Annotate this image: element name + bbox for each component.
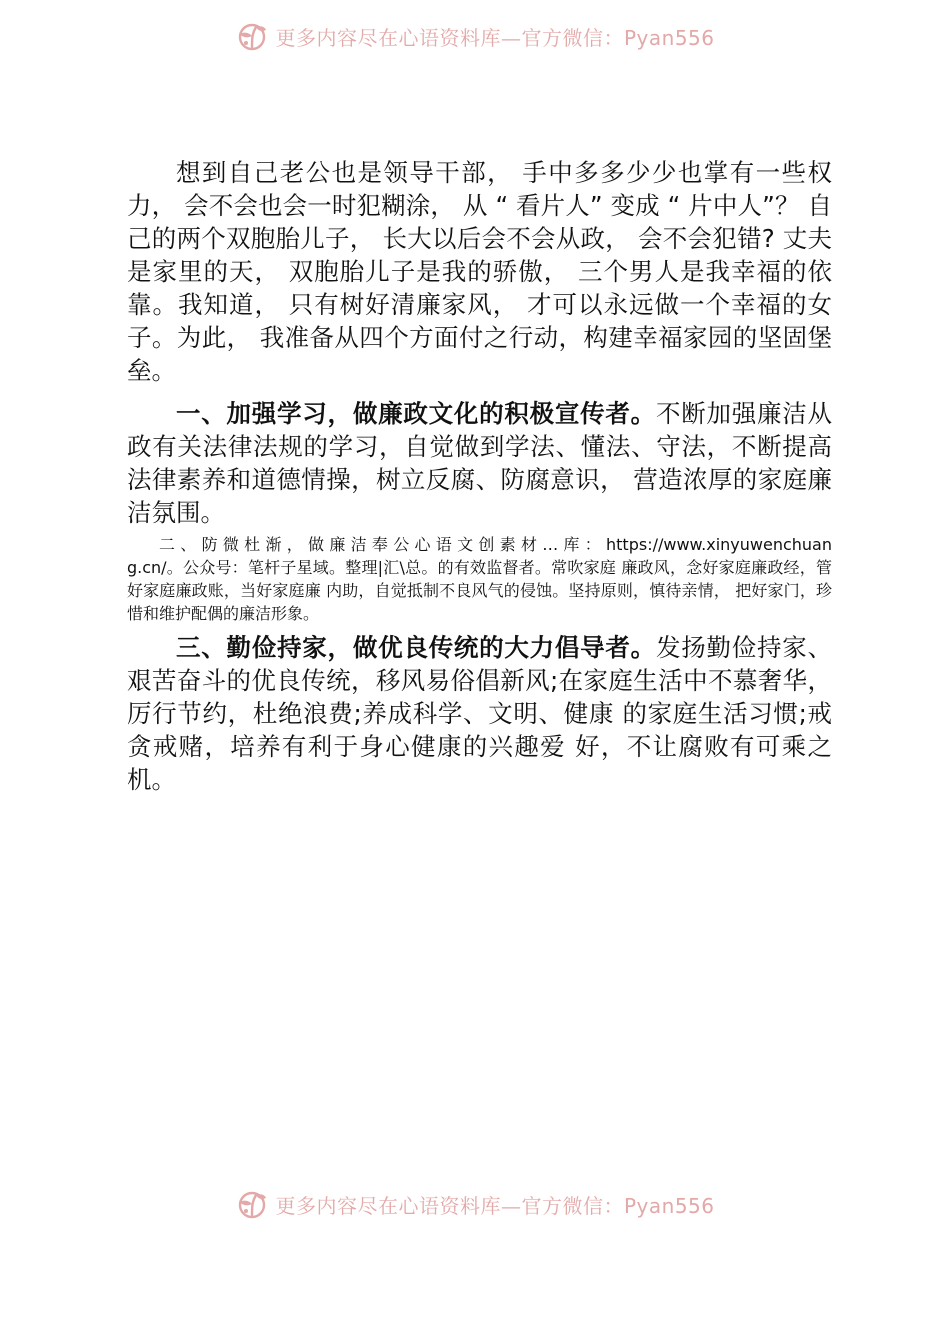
watermark-brand: 更多内容尽在心语资料库—官方微信： — [275, 1193, 624, 1218]
watermark-text — [275, 22, 714, 51]
paragraph-section-one — [127, 397, 832, 529]
section-three-body: 发扬勤俭持家、艰苦奋斗的优良传统，移风易俗倡新风;在家庭生活中不慕奢华，厉行节约，杜绝浪费;养成科学、文明、健康 的家庭生活习惯;戒贪戒赌，培养有利于身心健康的兴趣爱 好，不让腐败有可乘之机。 — [127, 633, 833, 794]
header-watermark — [0, 16, 950, 56]
paragraph-intro: 想到自己老公也是领导干部， 手中多多少少也掌有一些权力， 会不会也会一时犯糊涂， 从 “ 看片人” 变成 “ 片中人”？ 自己的两个双胞胎儿子， 长大以后会不会从政， 会不会犯错? 丈夫是家里的天， 双胞胎儿子是我的骄傲， 三个男人是我幸福的依靠。我知道， 只有树好清廉家风， 才可以永远做一个幸福的女子。为此， 我准备从四个方面付之行动，构建幸福家园的坚固堡垒。 — [127, 158, 832, 385]
sprout-logo-icon — [235, 1187, 269, 1221]
paragraph-section-two: 二 、 防 微 杜 渐 ， 做 廉 洁 奉 公 心 语 文 创 素 材 … 库 ： https://www.xinyuwenchuang.cn/。公众号：笔杆子星域。整理|汇\总。的有效监督者。常吹家庭 廉政风，念好家庭廉政经，管好家庭廉政账，当好家庭廉 内助，自觉抵制不良风气的侵蚀。坚持原则，慎待亲情， 把好家门，珍惜和维护配偶的廉洁形象。 — [127, 535, 832, 623]
watermark-brand: 更多内容尽在心语资料库—官方微信： — [275, 25, 624, 50]
paragraph-section-three — [127, 631, 832, 796]
section-three-heading: 三、勤俭持家，做优良传统的大力倡导者。 — [176, 633, 656, 662]
document-body — [127, 156, 832, 796]
watermark-text — [275, 1190, 714, 1219]
sprout-logo-icon — [235, 19, 269, 53]
section-one-body: 不断加强廉洁从政有关法律法规的学习，自觉做到学法、懂法、守法，不断提高法律素养和道德情操，树立反腐、防腐意识， 营造浓厚的家庭廉洁氛围。 — [127, 399, 833, 527]
section-one-heading: 一、加强学习，做廉政文化的积极宣传者。 — [176, 399, 656, 428]
footer-watermark — [0, 1184, 950, 1224]
watermark-wechat-id: Pyan556 — [623, 25, 715, 50]
watermark-wechat-id: Pyan556 — [623, 1193, 715, 1218]
